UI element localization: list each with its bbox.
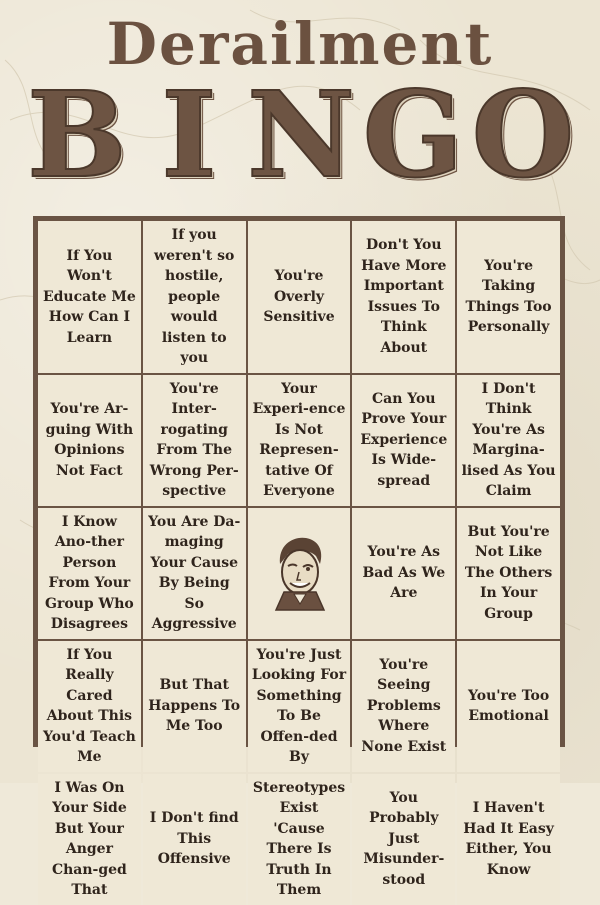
bingo-cell[interactable] [457,508,560,639]
cell-text: Don't You Have More Important Issues To Think About [361,237,447,356]
bingo-cell[interactable] [143,774,246,905]
cell-text: If you weren't so hostile, people would listen to you [154,227,235,366]
cell-text: You're Ar-guing With Opinions Not Fact [45,401,134,479]
bingo-cell[interactable] [457,221,560,373]
bingo-cell[interactable] [143,641,246,772]
bingo-cell[interactable] [38,375,141,506]
bingo-letter-b: B [27,64,127,204]
bingo-cell[interactable] [352,375,455,506]
cell-text: You're Just Looking For Something To Be Offen-ded By [251,646,347,765]
cell-text: You Are Da-maging Your Cause By Being So Aggressive [148,513,241,632]
cell-text: Can You Prove Your Experience Is Wide-spread [360,390,448,489]
bingo-cell[interactable] [248,375,351,506]
bingo-cell[interactable] [143,508,246,639]
cell-text: I Don't Think You're As Margina-lised As You Claim [461,380,556,499]
bingo-letter-i: I [140,78,238,190]
cell-text: You Probably Just Misunder-stood [363,789,445,888]
bingo-cell[interactable] [457,641,560,772]
bingo-letter-g: G [362,64,464,204]
bingo-cell[interactable] [352,508,455,639]
cell-text: If You Won't Educate Me How Can I Learn [42,247,136,346]
bingo-cell[interactable] [457,774,560,905]
cell-text: You're Taking Things Too Personally [465,257,552,336]
bingo-card [33,216,565,898]
bingo-cell[interactable] [38,508,141,639]
cell-text: Your Experi-ence Is Not Represen-tative Of Everyone [252,380,346,499]
bingo-cell[interactable] [352,774,455,905]
cell-text: If You Really Cared About This You'd Teach Me [43,646,136,765]
bingo-cell[interactable] [38,774,141,905]
winking-man-icon [266,534,332,612]
bingo-letter-o: O [471,64,575,204]
cell-text: You're As Bad As We Are [362,544,446,602]
cell-text: You're Too Emotional [467,687,550,724]
bingo-cell[interactable] [248,641,351,772]
cell-text: But That Happens To Me Too [148,677,241,735]
bingo-cell[interactable] [352,641,455,772]
bingo-cell[interactable] [143,221,246,373]
cell-text: Stereotypes Exist 'Cause There Is Truth In Them [252,779,346,898]
cell-text: I Haven't Had It Easy Either, You Know [463,800,554,878]
cell-text: I Was On Your Side But Your Anger Chan-ged That [51,779,127,898]
cell-text: But You're Not Like The Others In Your Group [464,523,553,622]
cell-text: You're Inter-rogating From The Wrong Per-spective [149,380,239,499]
bingo-cell[interactable] [248,774,351,905]
bingo-cell[interactable] [352,221,455,373]
cell-text: You're Seeing Problems Where None Exist [361,656,447,755]
bingo-cell[interactable] [143,375,246,506]
bingo-heading [27,64,575,204]
cell-text: I Don't find This Offensive [149,810,239,868]
cell-text: You're Overly Sensitive [263,268,335,325]
cell-text: I Know Ano-ther Person From Your Group Who Disagrees [45,513,134,632]
bingo-cell-free[interactable] [248,508,351,639]
page-title: Derailment [106,10,494,78]
bingo-cell[interactable] [38,641,141,772]
bingo-letter-n: N [247,64,355,204]
bingo-cell[interactable] [457,375,560,506]
bingo-cell[interactable] [248,221,351,373]
bingo-cell[interactable] [38,221,141,373]
